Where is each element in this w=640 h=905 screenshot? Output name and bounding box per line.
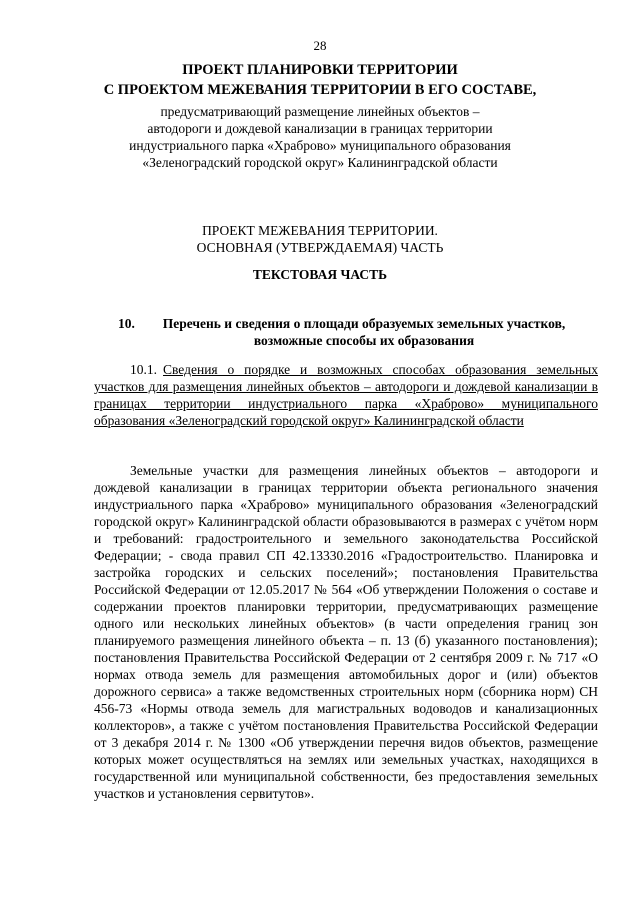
body-paragraph: Земельные участки для размещения линейных объектов – автодороги и дождевой канализации в границах территории объекта регионального значения индустриального парка «Храброво» муниципального образования «Зеленоградский городской округ» Калининградской области образовываются в размерах с учётом норм и требований: градостроительного и земельного законодательства Российской Федерации; - свода правил СП 42.13330.2016 «Градостроительство. Планировка и застройка городских и сельских поселений»; постановления Правительства Российской Федерации от 12.05.2017 № 564 «Об утверждении Положения о составе и содержании проектов планировки территории, предусматривающих размещение одного или нескольких линейных объектов» (в части определения границ зон планируемого размещения линейного объекта – п. 13 (б) указанного постановления); постановления Правительства Российской Федерации от 2 сентября 2009 г. № 717 «О нормах отвода земель для размещения автомобильных дорог и (или) объектов дорожного сервиса» а также ведомственных строительных норм (сборника норм) СН 456-73 «Нормы отвода земель для магистральных водоводов и канализационных коллекторов», а также с учётом постановления Правительства Российской Федерации от 3 декабря 2014 г. № 1300 «Об утверждении перечня видов объектов, размещение которых может осуществляться на землях или земельных участках, находящихся в государственной или муниципальной собственности, без предоставления земельных участков и установления сервитутов». [94,463,598,801]
section-number: 10. [118,316,135,331]
section-title: Перечень и сведения о площади образуемых земельных участков, возможные способы их образования [162,316,566,348]
document-subtitle [60,103,580,171]
section-heading [118,315,598,349]
subtitle-line: индустриального парка «Храброво» муниципального образования [129,138,511,153]
subsection-heading [94,361,598,429]
part-title-line-1: ПРОЕКТ МЕЖЕВАНИЯ ТЕРРИТОРИИ. [202,223,438,238]
subtitle-line: «Зеленоградский городской округ» Калининградской области [142,155,498,170]
subsection-title: Сведения о порядке и возможных способах образования земельных участков для размещения линейных объектов – автодороги и дождевой канализации в границах территории индустриального парка «Храброво» муниципального образования «Зеленоградский городской округ» Калининградской области [94,362,598,428]
subtitle-line: предусматривающий размещение линейных объектов – [160,104,480,119]
document-title [60,60,580,100]
page-number: 28 [313,38,327,53]
part-title-line-2: ОСНОВНАЯ (УТВЕРЖДАЕМАЯ) ЧАСТЬ [196,240,444,255]
subtitle-line: автодороги и дождевой канализации в границах территории [147,121,493,136]
title-line-2: С ПРОЕКТОМ МЕЖЕВАНИЯ ТЕРРИТОРИИ В ЕГО СОСТАВЕ, [103,82,537,98]
subsection-number: 10.1. [130,362,157,377]
text-part-heading: ТЕКСТОВАЯ ЧАСТЬ [252,267,388,282]
part-title [60,222,580,256]
title-line-1: ПРОЕКТ ПЛАНИРОВКИ ТЕРРИТОРИИ [182,62,458,78]
